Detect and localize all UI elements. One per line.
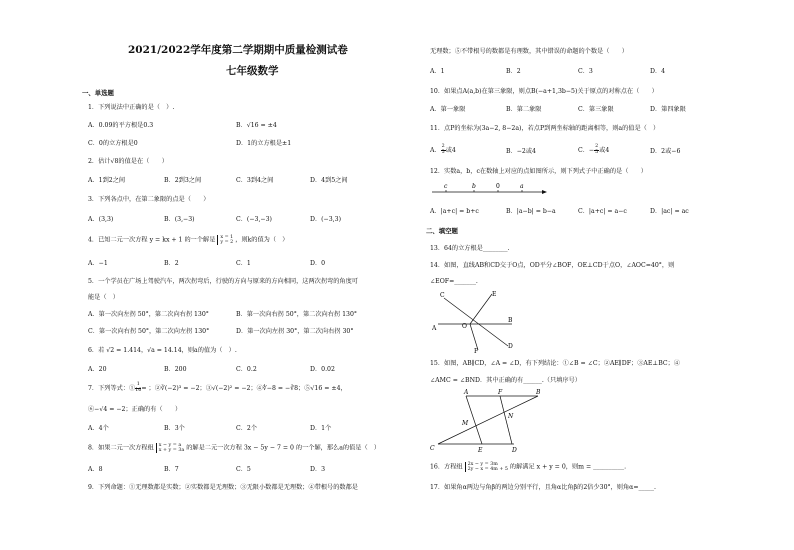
q2-stem: 2．估计√8的值是在（ ）	[88, 158, 168, 165]
q15-label-a: A	[464, 389, 469, 396]
q6-option-b: B．200	[164, 366, 187, 373]
q12-option-c: C．|a+c| = a−c	[578, 208, 627, 215]
q7-option-d: D．1个	[310, 425, 332, 432]
q7-stem-line1: 7．下列等式：① $\frac{1}{16}$ = ；②∛(−2)³ = −2；③√(−2)² = −2；④∜−8 = −∛8；⑤√16 = ±4，	[88, 382, 347, 393]
q3-option-a: A．(3,3)	[88, 216, 114, 223]
q15-label-b: B	[536, 389, 541, 396]
q2-option-b: B．2到3之间	[164, 177, 202, 184]
q5-stem-line2: 能是（ ）	[88, 294, 119, 301]
exam-subtitle: 七年级数学	[226, 65, 279, 77]
q7-option-b: B．3个	[164, 425, 185, 432]
q6-option-a: A．20	[88, 366, 107, 373]
q3-option-b: B．(3,−3)	[164, 216, 195, 223]
q10-stem: 10．如果点A(a,b)在第三象限，则点B(−a+1,3b−5)关于原点的对称点在（ ）	[430, 88, 658, 95]
q4-stem: 4．已知二元一次方程 y = kx + 1 的一个解是 x = 1 y = 2 ，则k的值为（ ）	[88, 235, 289, 246]
q2-option-c: C．3到4之间	[236, 177, 274, 184]
q8-option-a: A．8	[88, 466, 103, 473]
q14-label-o: O	[462, 323, 467, 330]
q7-stem-line2: ⑥−√4 = −2；正确的有（ ）	[88, 406, 182, 413]
q12-option-d: D．|ac| = ac	[650, 208, 689, 215]
q16-stem: 16．方程组 2x − y = 3m 2y − x = 4m + 5 的解满足 x + y = 0，则m = __________.	[430, 462, 627, 473]
q10-option-c: C．第三象限	[578, 106, 614, 113]
q14-label-a: A	[432, 325, 437, 332]
q10-option-a: A．第一象限	[430, 106, 466, 113]
q14-label-b: B	[508, 317, 513, 324]
q15-label-e: E	[478, 447, 483, 454]
q5-option-d: D．第一次向左拐 30°，第二次向右拐 30°	[236, 328, 354, 335]
q7-fraction: $\frac{1}{16}$	[135, 382, 142, 393]
q16-equation-system: 2x − y = 3m 2y − x = 4m + 5	[465, 462, 508, 472]
q15-label-m: M	[462, 420, 469, 427]
q14-label-f: F	[474, 348, 479, 354]
q2-option-a: A．1到2之间	[88, 177, 126, 184]
q1-option-b: B．√16 = ±4	[236, 122, 277, 129]
q12-number-line	[430, 180, 550, 202]
q7-option-c: C．2个	[236, 425, 258, 432]
q2-option-d: D．4到5之间	[310, 177, 348, 184]
q12-option-a: A．|a+c| = b+c	[430, 208, 479, 215]
q17-stem: 17．如果角α两边与角β的两边分别平行，且角α比角β的2倍少30°，则角α=_____.	[430, 484, 656, 491]
q12-option-b: B．|a−b| = b−a	[506, 208, 556, 215]
q5-option-b: B．第一次向右拐 50°，第二次向右拐 130°	[236, 311, 357, 318]
q14-label-d: D	[508, 343, 513, 350]
q1-stem: 1．下列说法中正确的是（ ）.	[88, 104, 175, 111]
q8-equation-system: x − y = a x + y = 3a	[156, 443, 184, 453]
q11-stem: 11．点P的坐标为(3a−2, 8−2a)，若点P到两坐标轴的距离相等，则a的值是（ ）	[430, 125, 660, 132]
q15-stem-line1: 15．如图，AB∥CD，∠A = ∠D，有下列结论：①∠B = ∠C；②AE∥DF；③AE⊥BC；④	[430, 360, 680, 367]
axis-label-b: b	[472, 183, 476, 190]
axis-label-a: a	[520, 183, 524, 190]
q11-option-b: B．−2或4	[506, 148, 536, 155]
q3-stem: 3．下列各点中，在第二象限的点是（ ）	[88, 196, 210, 203]
section-heading-fill-in: 二、填空题	[426, 227, 458, 235]
q14-label-c: C	[440, 292, 445, 299]
q9-option-d: D．4	[650, 68, 666, 75]
q15-label-d: D	[512, 447, 517, 454]
q15-label-f: F	[498, 389, 503, 396]
axis-label-c: c	[444, 183, 448, 190]
q9-stem-line2: 无理数；⑤不带根号的数都是有理数，其中错误的命题的个数是（ ）	[430, 48, 628, 55]
q9-option-c: C．3	[578, 68, 593, 75]
q1-option-c: C．0的立方根是0	[88, 140, 138, 147]
q15-label-c: C	[430, 445, 435, 452]
q14-stem-line1: 14．如图，直线AB和CD交于O点，OD平分∠BOF，OE⊥CD于点O，∠AOC=40°，则	[430, 262, 675, 269]
q5-stem-line1: 5．一个学员在广场上驾驶汽车，两次拐弯后，行驶的方向与原来的方向相同，这两次拐弯的角度可	[88, 278, 358, 285]
q5-option-a: A．第一次向左拐 50°，第二次向右拐 130°	[88, 311, 209, 318]
q3-option-c: C．(−3,−3)	[236, 216, 272, 223]
q15-stem-line2: ∠AMC = ∠BND．其中正确的有______.（只填序号）	[430, 377, 581, 384]
q14-label-e: E	[492, 291, 497, 298]
q4-option-c: C．1	[236, 260, 251, 267]
q4-option-b: B．2	[164, 260, 179, 267]
q8-option-b: B．7	[164, 466, 179, 473]
q7-option-a: A．4个	[88, 425, 109, 432]
q11-option-d: D．2或−6	[650, 148, 681, 155]
q1-option-d: D．1的立方根是±1	[236, 140, 292, 147]
q8-option-d: D．3	[310, 466, 326, 473]
q10-option-b: B．第二象限	[506, 106, 542, 113]
exam-title: 2021/2022学年度第二学期期中质量检测试卷	[128, 44, 348, 56]
q13-stem: 13．64的立方根是________.	[430, 245, 510, 252]
q9-option-b: B．2	[506, 68, 521, 75]
q3-option-d: D．(−3,3)	[310, 216, 342, 223]
q11-option-a: A． $\frac{2}{5}$ 或4	[430, 144, 456, 155]
q4-equation-system: x = 1 y = 2	[217, 235, 233, 245]
q9-stem-line1: 9．下列命题：①无理数都是实数；②实数都是无理数；③无限小数都是无理数；④带根号的数都是	[88, 484, 358, 491]
q5-option-c: C．第一次向右拐 50°，第二次向左拐 130°	[88, 328, 210, 335]
q11-option-c: C．− $\frac{2}{5}$ 或4	[578, 144, 610, 155]
q15-label-n: N	[508, 413, 514, 420]
q12-stem: 12．实数a，b，c在数轴上对应的点如图所示，则下列式子中正确的是（ ）	[430, 168, 647, 175]
q14-stem-line2: ∠EOF=_______.	[430, 278, 478, 285]
q1-option-a: A．0.09的平方根是0.3	[88, 122, 154, 129]
q4-option-a: A．−1	[88, 260, 108, 267]
q10-option-d: D．第四象限	[650, 106, 686, 113]
q9-option-a: A．1	[430, 68, 445, 75]
axis-label-zero: 0	[496, 183, 500, 190]
q8-stem: 8．如果二元一次方程组 x − y = a x + y = 3a 的解是二元一次方程 3x − 5y − 7 = 0 的一个解，那么a的值是（ ）	[88, 443, 381, 454]
q14-figure	[432, 288, 532, 354]
q6-stem: 6．若 √2 = 1.414，√a = 14.14，则a的值为（ ）.	[88, 347, 237, 354]
q4-option-d: D．0	[310, 260, 326, 267]
q6-option-d: D．0.02	[310, 366, 335, 373]
q15-figure	[426, 386, 554, 454]
section-heading-single-choice: 一、单选题	[82, 89, 114, 97]
q8-option-c: C．5	[236, 466, 251, 473]
q6-option-c: C．0.2	[236, 366, 257, 373]
